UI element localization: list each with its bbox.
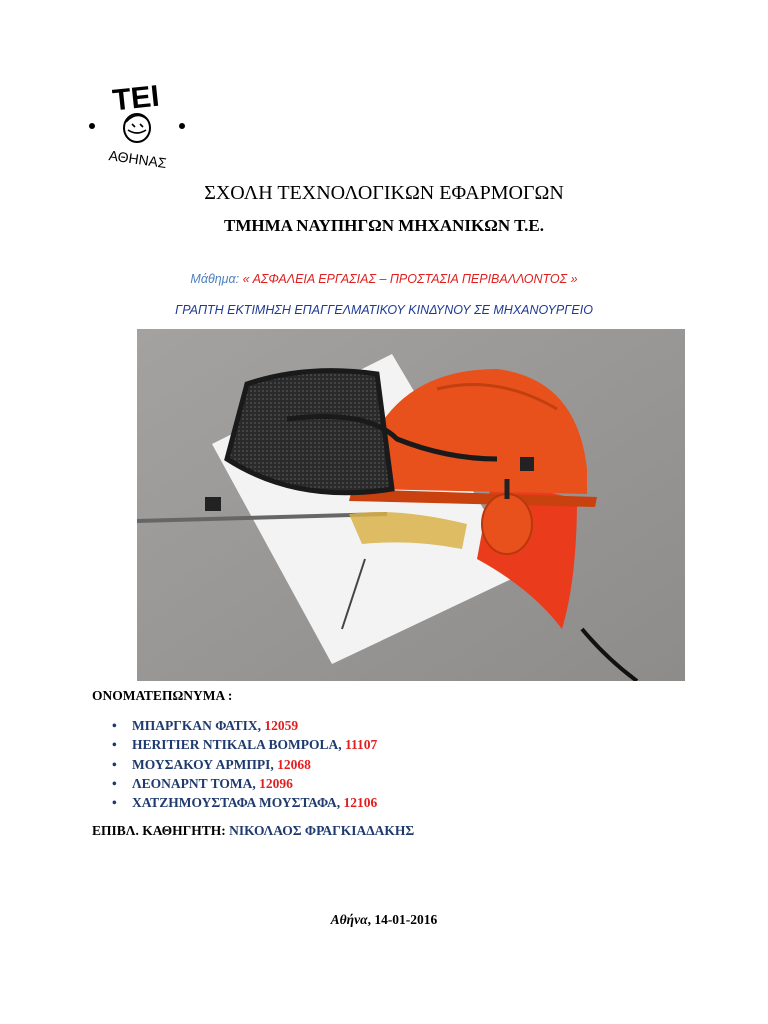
course-label: Μάθημα:: [190, 272, 240, 286]
bullet-icon: •: [112, 737, 117, 753]
helmet-photo: [137, 329, 685, 681]
bullet-icon: •: [112, 795, 117, 811]
names-label: ΟΝΟΜΑΤΕΠΩΝΥΜΑ :: [92, 688, 233, 703]
teiath-logo: [82, 80, 192, 172]
bullet-icon: •: [112, 718, 117, 733]
subject-line: ΓΡΑΠΤΗ ΕΚΤΙΜΗΣΗ ΕΠΑΓΓΕΛΜΑΤΙΚΟΥ ΚΙΝΔΥΝΟΥ ΣΕ ΜΗΧΑΝΟΥΡΓΕΙΟ: [175, 303, 593, 317]
course-value: « ΑΣΦΑΛΕΙΑ ΕΡΓΑΣΙΑΣ – ΠΡΟΣΤΑΣΙΑ ΠΕΡΙΒΑΛΛΟΝΤΟΣ »: [242, 272, 578, 286]
athena-head-icon: [124, 114, 150, 142]
date-line: [0, 912, 768, 928]
svg-text:ΤΕΙ: ΤΕΙ: [111, 80, 161, 118]
date-value: , 14-01-2016: [367, 912, 438, 927]
student-list: [112, 716, 377, 812]
course-line: [0, 272, 768, 286]
bullet-icon: •: [112, 756, 117, 772]
date-city: Αθήνα: [330, 912, 368, 927]
list-item: • ΜΟΥΣΑΚΟΥ ΑΡΜΠΡΙ, 12068: [112, 755, 377, 774]
bullet-icon: •: [112, 775, 117, 791]
list-item: • HERITIER NTIKALA BOMPOLA, 11107: [112, 735, 377, 754]
supervisor-label: ΕΠΙΒΛ. ΚΑΘΗΓΗΤΗ:: [92, 823, 230, 838]
supervisor-line: [92, 823, 414, 839]
list-item: • ΜΠΑΡΓΚΑΝ ΦΑΤΙΧ, 12059: [112, 716, 377, 735]
department-title: ΤΜΗΜΑ ΝΑΥΠΗΓΩΝ ΜΗΧΑΝΙΚΩΝ Τ.Ε.: [224, 216, 544, 235]
list-item: • ΛΕΟΝΑΡΝΤ ΤΟΜΑ, 12096: [112, 774, 377, 793]
svg-text:ΑΘΗΝΑΣ: ΑΘΗΝΑΣ: [107, 147, 168, 172]
supervisor-name: ΝΙΚΟΛΑΟΣ ΦΡΑΓΚΙΑΔΑΚΗΣ: [229, 823, 415, 838]
school-title: ΣΧΟΛΗ ΤΕΧΝΟΛΟΓΙΚΩΝ ΕΦΑΡΜΟΓΩΝ: [204, 182, 564, 204]
list-item: • ΧΑΤΖΗΜΟΥΣΤΑΦΑ ΜΟΥΣΤΑΦΑ, 12106: [112, 793, 377, 812]
